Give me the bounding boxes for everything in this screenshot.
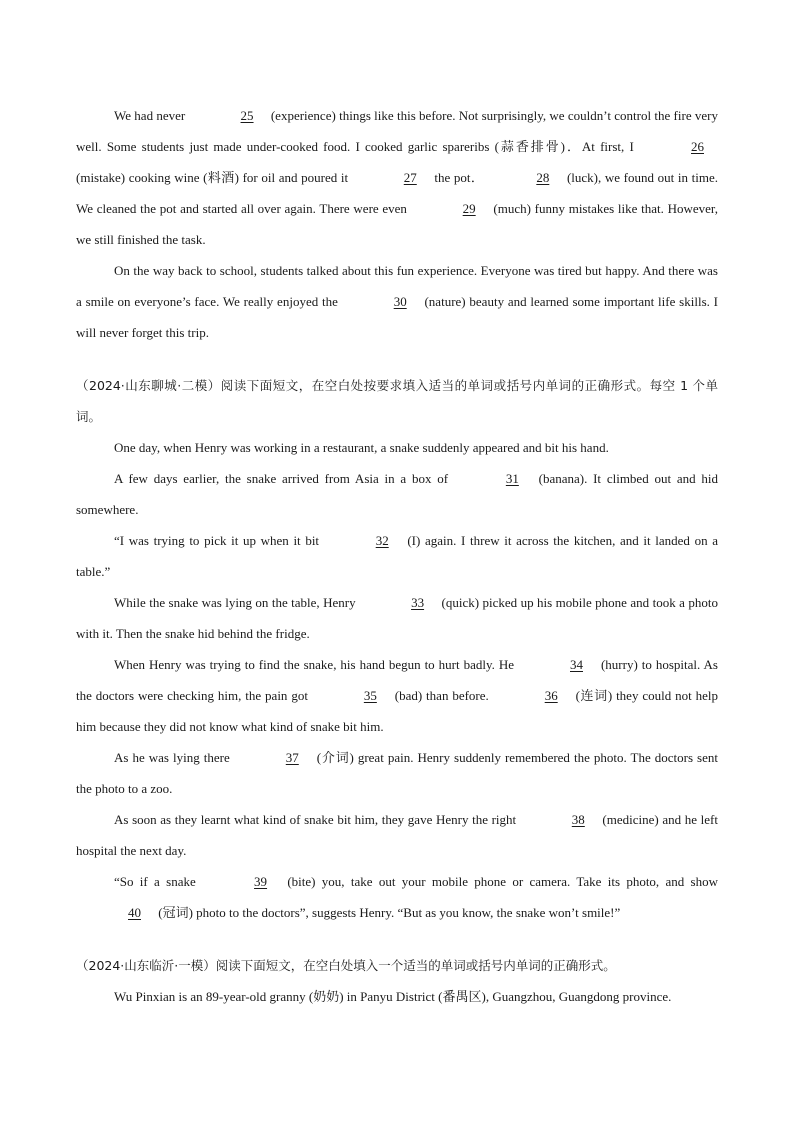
text: When Henry was trying to find the snake, his hand begun to hurt badly. He: [114, 657, 518, 672]
blank-25[interactable]: 25: [240, 108, 254, 123]
blank-40[interactable]: 40: [128, 905, 141, 920]
blank-31[interactable]: 31: [505, 471, 519, 486]
text: (mistake) cooking wine (料酒) for oil and poured it: [76, 170, 352, 185]
passage1-paragraph1: [76, 100, 718, 255]
document-page: [76, 100, 718, 1012]
text: As he was lying there: [114, 750, 234, 765]
passage2-paragraph5: [76, 649, 718, 742]
blank-28[interactable]: 28: [536, 170, 550, 185]
text: (nature) beauty and learned some important life skills. I will never forget this trip.: [76, 294, 718, 340]
text: As soon as they learnt what kind of snake bit him, they gave Henry the right: [114, 812, 520, 827]
blank-30[interactable]: 30: [393, 294, 407, 309]
passage2-paragraph1: One day, when Henry was working in a restaurant, a snake suddenly appeared and bit his hand.: [114, 440, 609, 455]
text: A few days earlier, the snake arrived from Asia in a box of: [114, 471, 454, 486]
blank-32[interactable]: 32: [375, 533, 389, 548]
blank-38[interactable]: 38: [571, 812, 585, 827]
text: (hurry) to hospital. As the doctors were checking him, the pain got: [76, 657, 718, 703]
text: (冠词) photo to the doctors”, suggests Henry. “But as you know, the snake won’t smile!”: [155, 905, 621, 920]
blank-33[interactable]: 33: [411, 595, 425, 610]
text: (banana). It climbed out and hid somewhere.: [76, 471, 719, 517]
blank-29[interactable]: 29: [462, 201, 476, 216]
text: (bad) than before.: [390, 688, 493, 703]
text: (连词) they could not help him because they did not know what kind of snake bit him.: [76, 688, 719, 734]
text: (I) again. I threw it across the kitchen, and it landed on a table.”: [76, 533, 718, 579]
text: “So if a snake: [114, 874, 203, 889]
blank-37[interactable]: 37: [285, 750, 299, 765]
passage3-heading: （2024·山东临沂·一模）阅读下面短文，在空白处填入一个适当的单词或括号内单词的正确形式。: [76, 958, 616, 973]
passage2-paragraph6: [76, 742, 718, 804]
text: (quick) picked up his mobile phone and took a photo with it. Then the snake hid behind the fridge.: [76, 595, 718, 641]
passage2-paragraph7: [76, 804, 718, 866]
passage2-heading: （2024·山东聊城·二模）阅读下面短文，在空白处按要求填入适当的单词或括号内单词的正确形式。每空 1 个单词。: [76, 378, 718, 424]
passage1-paragraph2: [76, 255, 718, 348]
text: While the snake was lying on the table, Henry: [114, 595, 360, 610]
text: (medicine) and he left hospital the next day.: [76, 812, 718, 858]
text: (luck), we found out in time. We cleaned the pot and started all over again. There were even: [76, 170, 718, 216]
text: (介词) great pain. Henry suddenly remembered the photo. The doctors sent the photo to a zoo.: [76, 750, 719, 796]
passage2-paragraph4: [76, 587, 718, 649]
text: (experience) things like this before. Not surprisingly, we couldn’t control the fire very well. Some students just made under-cooked food. I cooked garlic spareribs (蒜香排骨)．At first, I: [76, 108, 718, 154]
text: (bite) you, take out your mobile phone or camera. Take its photo, and show: [281, 874, 719, 889]
passage2-paragraph3: [76, 525, 718, 587]
blank-35[interactable]: 35: [363, 688, 377, 703]
text: (much) funny mistakes like that. However, we still finished the task.: [76, 201, 718, 247]
blank-36[interactable]: 36: [544, 688, 558, 703]
passage2-paragraph2: [76, 463, 718, 525]
blank-34[interactable]: 34: [570, 657, 583, 672]
text: On the way back to school, students talked about this fun experience. Everyone was tired but happy. And there was a smile on everyone’s face. We really enjoyed the: [76, 263, 718, 309]
text: the pot．: [430, 170, 485, 185]
blank-27[interactable]: 27: [403, 170, 417, 185]
text: We had never: [114, 108, 189, 123]
passage3-paragraph1: Wu Pinxian is an 89-year-old granny (奶奶) in Panyu District (番禺区), Guangzhou, Guangdong province.: [114, 989, 672, 1004]
passage2-paragraph8: [76, 866, 718, 928]
text: “I was trying to pick it up when it bit: [114, 533, 324, 548]
blank-39[interactable]: 39: [254, 874, 268, 889]
blank-26[interactable]: 26: [691, 139, 704, 154]
